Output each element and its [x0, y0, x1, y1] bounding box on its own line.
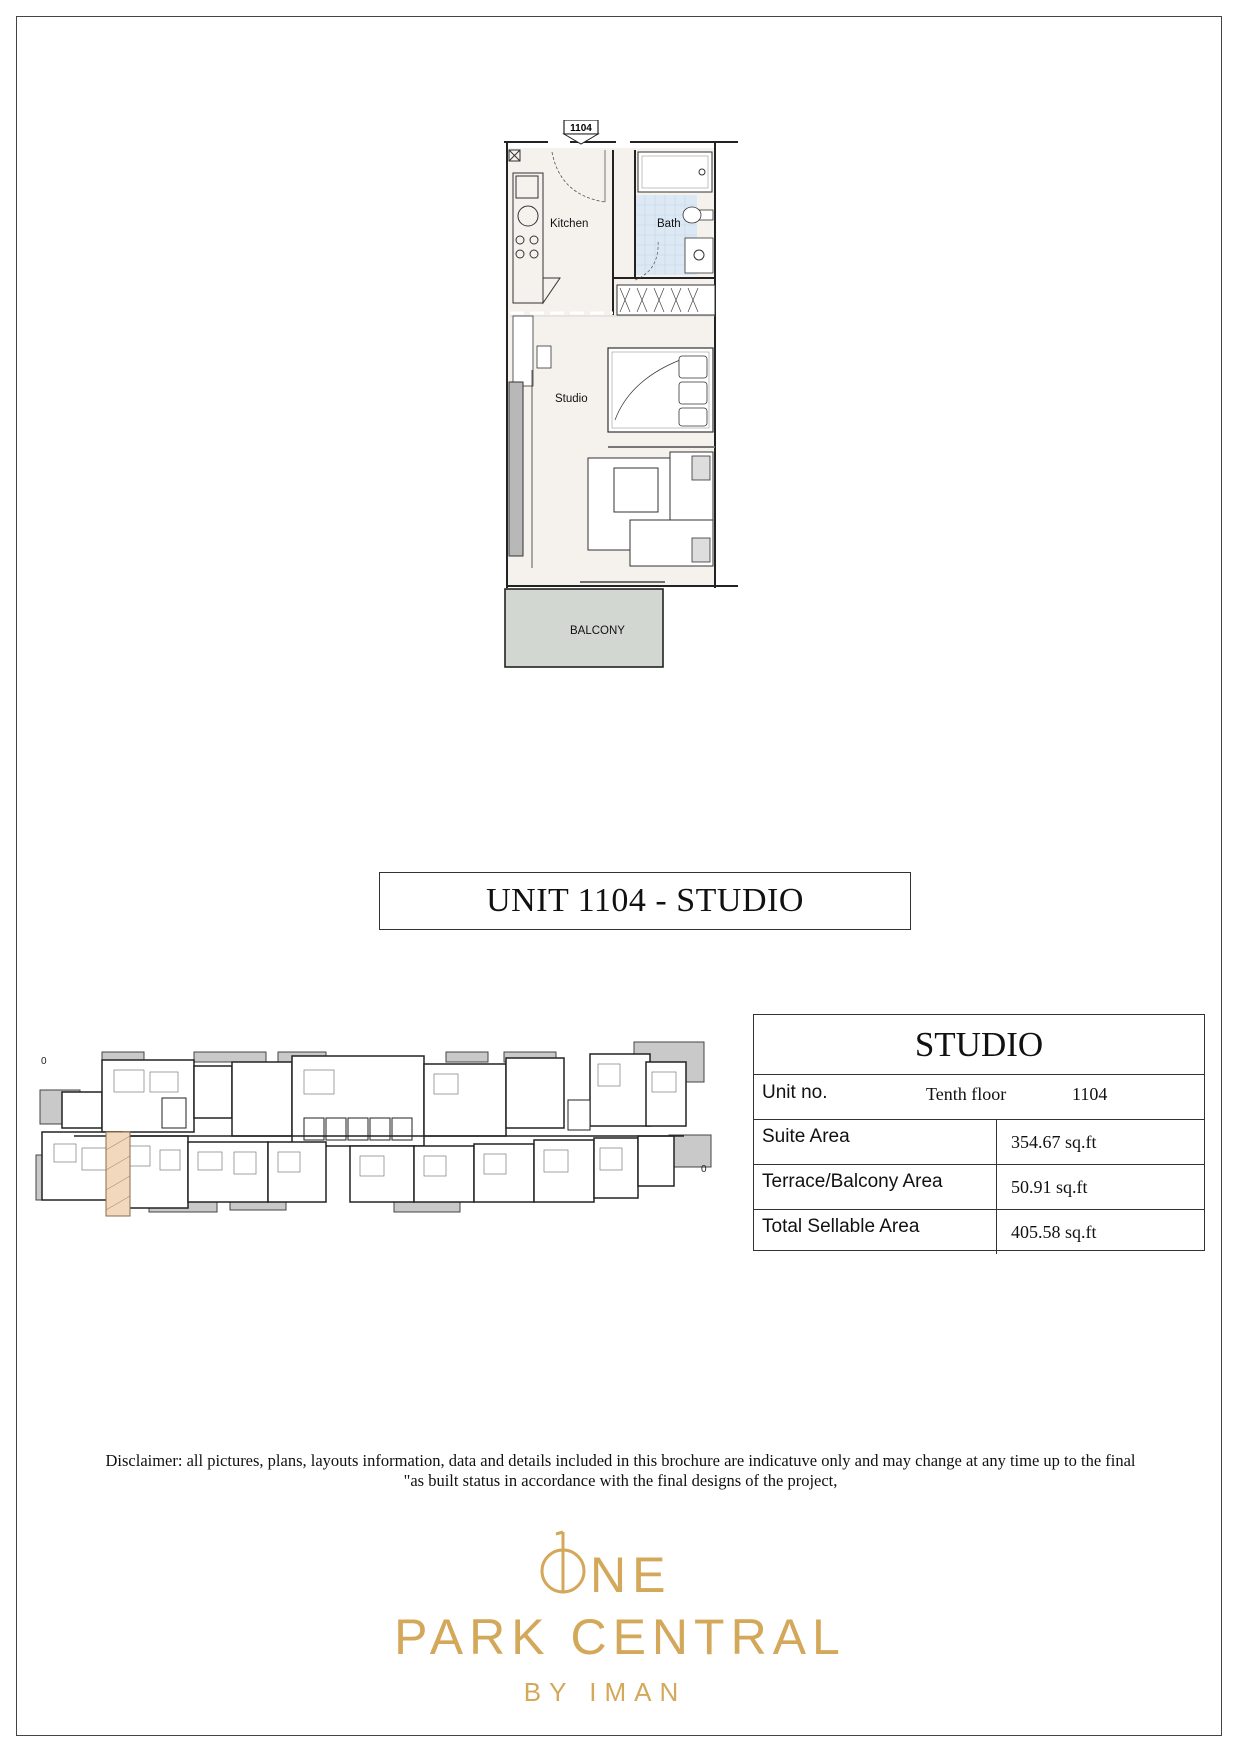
row-value: 50.91 sq.ft [1011, 1177, 1088, 1197]
unit-tag [564, 120, 598, 144]
info-table-heading: STUDIO [754, 1015, 1204, 1075]
key-plan-mark: 0 [41, 1056, 47, 1067]
logo-by-iman: BY IMAN [523, 1677, 687, 1707]
table-row [754, 1165, 1204, 1210]
unit-number-row [754, 1075, 1204, 1120]
disclaimer [60, 1451, 1181, 1491]
row-label: Terrace/Balcony Area [754, 1165, 997, 1209]
unit-label: Unit no. [762, 1082, 828, 1103]
room-label-kitchen: Kitchen [550, 218, 589, 230]
unit-number-value: 1104 [1072, 1084, 1108, 1104]
table-row [754, 1210, 1204, 1254]
row-label: Suite Area [754, 1120, 997, 1164]
building-key-plan [34, 1040, 724, 1220]
unit-title: UNIT 1104 - STUDIO [379, 872, 911, 930]
unit-info-table [753, 1014, 1205, 1251]
unit-floor-plan [480, 120, 750, 760]
room-label-balcony: BALCONY [570, 625, 625, 637]
row-label: Total Sellable Area [754, 1210, 997, 1254]
highlighted-unit [106, 1132, 130, 1216]
disclaimer-line-2: "as built status in accordance with the final designs of the project, [403, 1471, 838, 1490]
floor-value: Tenth floor [926, 1084, 1007, 1104]
key-plan-mark: 0 [701, 1164, 707, 1175]
row-value: 354.67 sq.ft [1011, 1132, 1097, 1152]
logo-park-central: PARK CENTRAL [394, 1609, 846, 1665]
room-label-studio: Studio [555, 393, 588, 405]
logo-one: NE [590, 1547, 672, 1603]
room-label-bath: Bath [657, 218, 681, 230]
table-row [754, 1120, 1204, 1165]
svg-text:1104: 1104 [570, 123, 592, 134]
row-value: 405.58 sq.ft [1011, 1222, 1097, 1242]
disclaimer-line-1: Disclaimer: all pictures, plans, layouts information, data and details included in this brochure are indicatuve only and may change at any time up to the final [105, 1451, 1136, 1470]
brand-logo [330, 1530, 910, 1710]
